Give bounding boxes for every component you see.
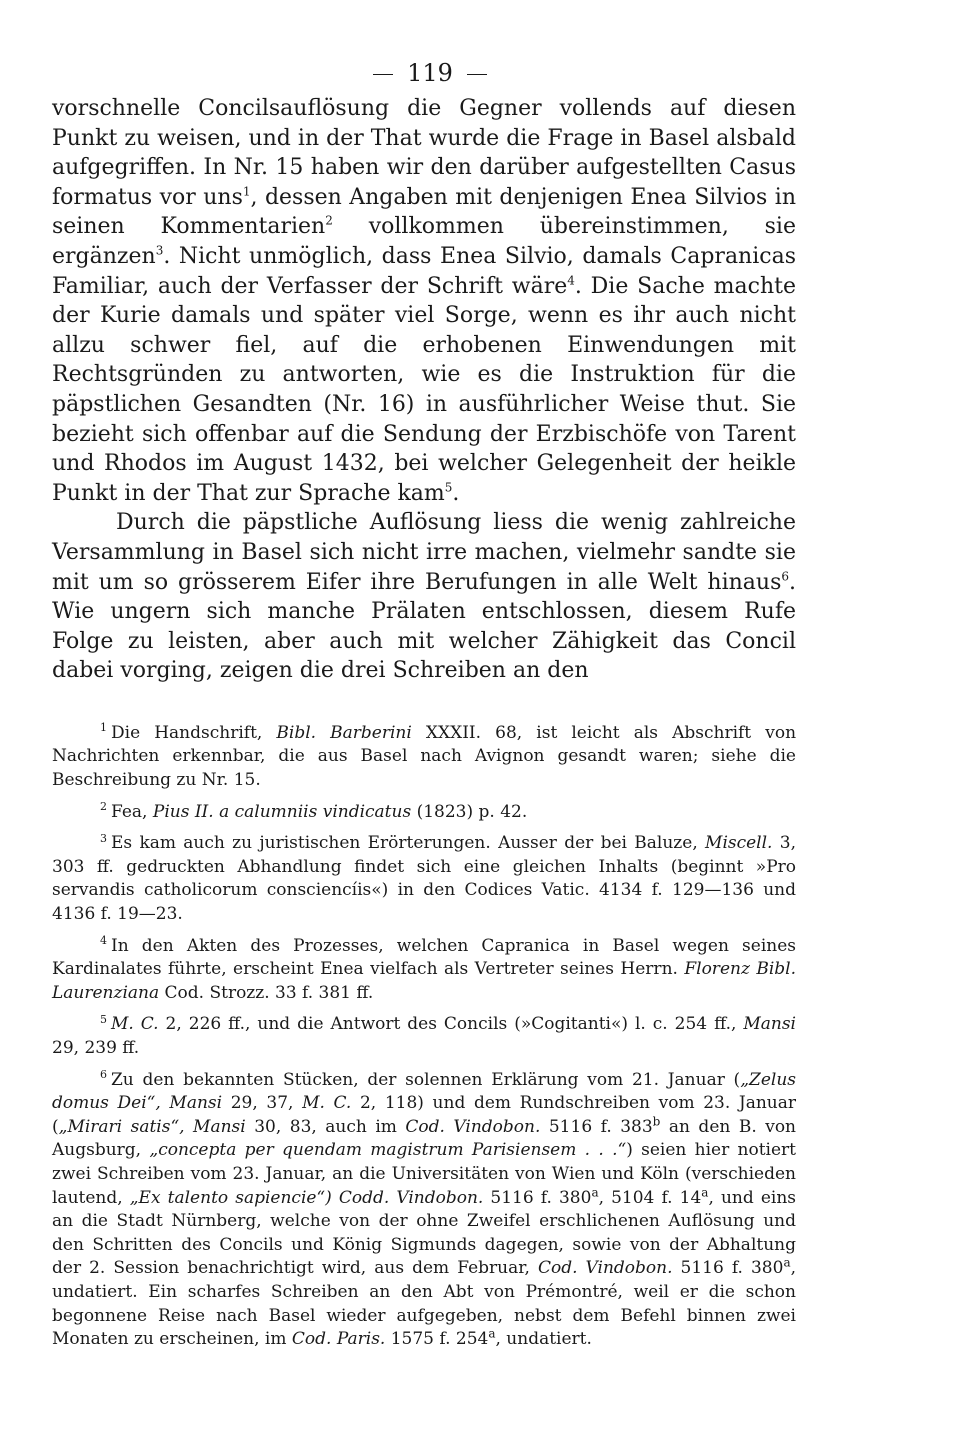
text-span: vorschnelle Concilsauflösung die Gegner vollends auf diesen Punkt zu weisen, und in der That wurde die Frage in Basel alsbald aufgegriffen. In Nr. 15 haben wir den darüber aufgestellten Casus formatus vor uns [52,96,796,210]
main-text [52,94,796,686]
italic-span: Pius II. a calumniis vindicatus [152,801,412,822]
footnote-mark: 5 [100,1012,107,1026]
text-span: , und eins an die Stadt Nürnberg, welche von der ohne Zweifel erschlichenen Auflösung und den Schritten des Concils und König Sigmunds dagegen, sowie von der Abhaltung der 2. Session benachrichtigt wird, aus dem Februar, [52,1187,796,1279]
footnote-4 [52,935,796,1006]
italic-span: M. C. [302,1093,352,1114]
book-page [52,58,796,1360]
italic-span: Cod. Vindobon. [537,1258,673,1279]
text-span: . Wie ungern sich manche Prälaten entschlossen, diesem Rufe Folge zu leisten, aber auch mit welcher Zähigkeit das Concil dabei vorging, zeigen die drei Schreiben an den [52,569,796,684]
text-span: 29, 239 ff. [52,1038,140,1058]
footnote-mark: 1 [100,721,107,735]
italic-span: „Mirari satis“, Mansi [58,1116,246,1137]
text-span: . Die Sache machte der Kurie damals und später viel Sorge, wenn es ihr auch nicht allzu schwer fiel, auf die erhobenen Einwendungen mit Rechtsgründen zu antworten, wie es die Instruktion für die päpstlichen Gesandten (Nr. 16) in ausführlicher Weise thut. Sie bezieht sich offenbar auf die Sendung der Erzbischöfe von Tarent und Rhodos im August 1432, bei welcher Gelegenheit der heikle Punkt in der That zur Sprache kam [52,273,796,506]
page-number-header [52,58,796,88]
footnote-ref: 3 [155,243,164,258]
italic-span: Bibl. Barberini [276,722,412,743]
footnote-2 [52,801,796,825]
footnotes [52,722,796,1352]
text-span: 3, 303 ff. gedruckten Abhandlung findet sich eine gleichen Inhalts (beginnt »Pro servandis catholicorum consciencíis«) in den Codices Vatic. 4134 f. 129—136 und 4136 f. 19—23. [52,833,796,925]
footnote-mark: 2 [100,800,107,813]
superscript: a [783,1255,791,1270]
text-span: XXXII. 68, ist leicht als Abschrift von Nachrichten erkennbar, die aus Basel nach Avignon gesandt waren; siehe die Beschreibung zu Nr. 15. [52,722,797,791]
text-span: Zu den bekannten Stücken, der solennen Erklärung vom 21. Januar ( [111,1069,741,1090]
footnote-mark: 4 [100,933,107,947]
text-span: 5116 f. 380 [483,1187,592,1208]
italic-span: Cod. Vindobon. [405,1116,541,1137]
paragraph-2 [52,508,796,686]
text-span: 5116 f. 380 [672,1258,784,1279]
superscript: a [488,1326,496,1341]
text-span: Fea, [111,801,153,822]
superscript: a [701,1184,709,1199]
text-span: . [452,480,460,506]
italic-span: Florenz Bibl. Laurenziana [52,959,796,1003]
text-span: ) seien hier notiert zwei Schreiben vom 23. Januar, an die Universitäten von Wien und Köln (verschieden lautend, [52,1140,797,1208]
italic-span: „Ex talento sapiencie“) Codd. Vindobon. [129,1187,484,1208]
text-span: In den Akten des Prozesses, welchen Capranica in Basel wegen seines Kardinalates führte, erscheint Enea vielfach als Vertreter seines Herrn. [52,935,796,980]
text-span: 2, 226 ff., und die Antwort des Concils (»Cogitanti«) l. c. 254 ff., [158,1014,744,1035]
italic-span: M. C. [111,1014,159,1035]
superscript: b [652,1114,661,1129]
text-span: vollkommen übereinstimmen, sie ergänzen [52,214,796,269]
footnote-3 [52,832,796,926]
footnote-ref: 2 [325,214,333,229]
italic-span: Cod. Paris. [291,1329,386,1350]
footnote-ref: 6 [781,569,789,584]
left-dash [373,74,393,75]
text-span: Es kam auch zu juristischen Erörterungen. Ausser der bei Baluze, [111,833,706,854]
page-number: 119 [407,59,453,87]
text-span: , undatiert. Ein scharfes Schreiben an den Abt von Prémontré, weil er die schon begonnene Reise nach Basel wieder aufgegeben, nebst dem Befehl binnen zwei Monaten zu erscheinen, im [52,1258,797,1350]
text-span: 29, 37, [222,1093,303,1114]
footnote-mark: 3 [100,831,107,845]
right-dash [467,74,487,75]
text-span: Cod. Strozz. 33 f. 381 ff. [159,982,374,1003]
footnote-ref: 5 [444,480,453,495]
paragraph-1 [52,94,796,508]
text-span: . Nicht unmöglich, dass Enea Silvio, damals Capranicas Familiar, auch der Verfasser der Schrift wäre [52,243,796,299]
footnote-1 [52,722,796,793]
text-span: 5116 f. 383 [540,1116,653,1137]
text-span: (1823) p. 42. [411,801,528,822]
footnote-5 [52,1013,796,1060]
footnote-mark: 6 [100,1067,107,1081]
italic-span: Mansi [743,1014,796,1035]
text-span: Die Handschrift, [111,722,277,743]
text-span: , undatiert. [495,1329,592,1350]
text-span: an den B. von Augsburg, [52,1116,797,1161]
text-span: 30, 83, auch im [245,1116,406,1137]
footnote-6 [52,1069,796,1352]
text-span: Durch die päpstliche Auflösung liess die wenig zahlreiche Versammlung in Basel sich nicht irre machen, vielmehr sandte sie mit um so grösserem Eifer ihre Berufungen in alle Welt hinaus [52,510,796,595]
italic-span: Miscell. [705,833,773,854]
text-span: 2, 118) und dem Rundschreiben vom 23. Januar ( [52,1093,796,1137]
text-span: , 5104 f. 14 [598,1187,702,1208]
footnote-ref: 1 [242,184,251,199]
footnote-ref: 4 [567,273,575,288]
text-span: 1575 f. 254 [385,1329,489,1350]
text-span: , dessen Angaben mit denjenigen Enea Silvios in seinen Kommentarien [52,184,796,240]
italic-span: „Zelus domus Dei“, Mansi [52,1069,796,1114]
superscript: a [591,1184,599,1199]
italic-span: „concepta per quendam magistrum Parisiensem . . .“ [149,1140,627,1161]
